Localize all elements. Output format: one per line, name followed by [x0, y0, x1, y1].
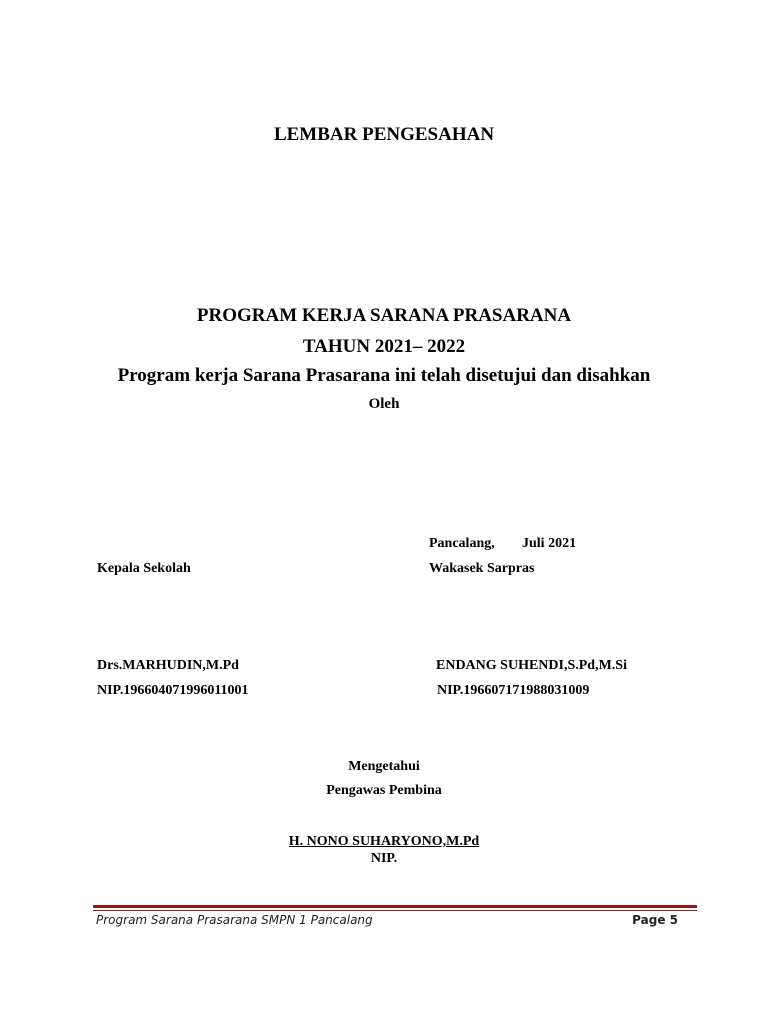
program-year: TAHUN 2021– 2022	[302, 336, 466, 357]
supervisor-role: Pengawas Pembina	[326, 783, 442, 798]
approval-statement: Program kerja Sarana Prasarana ini telah disetujui dan disahkan	[117, 365, 651, 386]
supervisor-nip: NIP.	[370, 851, 398, 866]
footer-divider-thin	[93, 910, 697, 911]
approval-by: Oleh	[368, 396, 400, 412]
page-title: LEMBAR PENGESAHAN	[273, 124, 495, 145]
supervisor-name: H. NONO SUHARYONO,M.Pd	[288, 834, 480, 849]
signing-place: Pancalang,	[429, 536, 495, 551]
footer-divider	[93, 905, 697, 908]
footer-document-title: Program Sarana Prasarana SMPN 1 Pancalang	[96, 913, 373, 927]
left-signer-role: Kepala Sekolah	[97, 561, 191, 576]
right-signer-name: ENDANG SUHENDI,S.Pd,M.Si	[436, 658, 627, 673]
left-signer-name: Drs.MARHUDIN,M.Pd	[97, 658, 239, 673]
acknowledge-label: Mengetahui	[348, 759, 420, 774]
program-title: PROGRAM KERJA SARANA PRASARANA	[196, 305, 572, 326]
right-signer-role: Wakasek Sarpras	[429, 561, 535, 576]
right-signer-nip: NIP.196607171988031009	[437, 683, 590, 698]
signing-date: Juli 2021	[522, 536, 577, 551]
footer-page-number: Page 5	[632, 913, 678, 927]
left-signer-nip: NIP.196604071996011001	[97, 683, 249, 698]
